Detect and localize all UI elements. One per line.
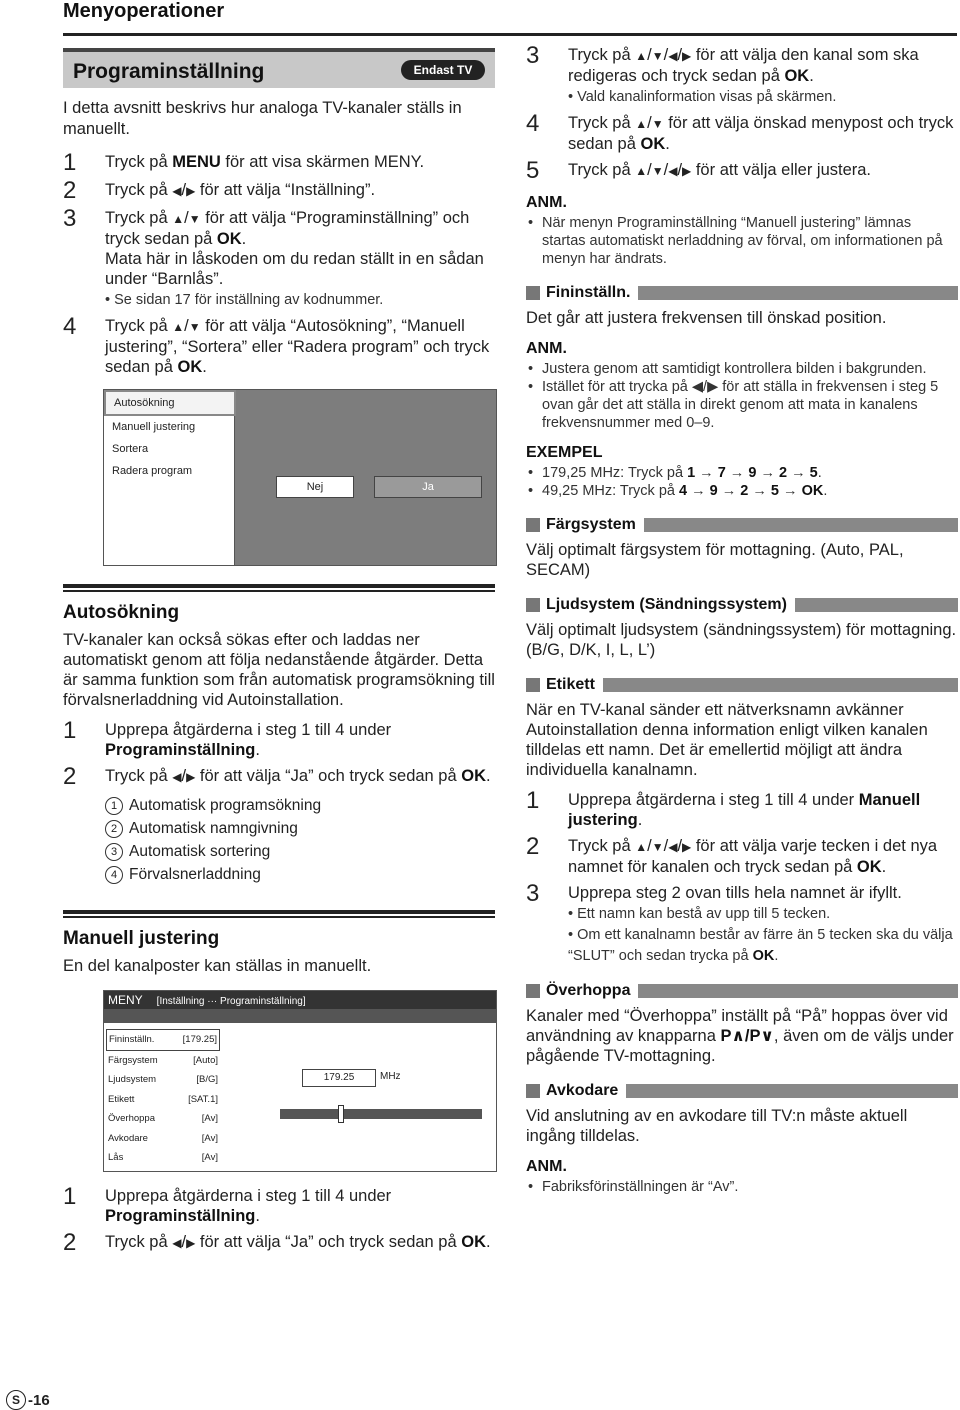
last-note-text: • Fabriksförinställningen är “Av”. [526,1178,958,1196]
fin-note-label: ANM. [526,340,567,357]
menu-item-radera-program[interactable]: Radera program [112,465,193,477]
avkodare-body: Vid anslutning av en avkodare till TV:n måste aktuell ingång tilldelas. [526,1107,908,1145]
manuell-body: En del kanalposter kan ställas in manuellt. [63,957,372,975]
etikett-note-1: • Ett namn kan bestå av upp till 5 tecken. [568,906,831,922]
auto-step-2: 2 Tryck på ◀/▶ för att välja “Ja” och tryck sedan på OK. [63,763,491,790]
intro-text: I detta avsnitt beskrivs hur analoga TV-kanaler ställs in manuellt. [63,99,462,138]
manual-step-2: 2 Tryck på ◀/▶ för att välja “Ja” och tryck sedan på OK. [63,1229,491,1256]
menu-label: MENY [108,993,143,1007]
settings-row[interactable]: Lås [Av] [108,1152,218,1163]
etikett-step-3: 3 Upprepa steg 2 ovan tills hela namnet är ifyllt. • Ett namn kan bestå av upp till 5 tecken. • Om ett kanalnamn består av färre än 5 tecken ska du välja “SLUT” och sedan trycka på OK. [526,880,953,964]
manual-adjust-screen [103,990,497,1172]
etikett-body: När en TV-kanal sänder ett nätverksnamn avkänner Autoinstallation denna information enligt vilken kanalen tilldelas ett namn. Det är emellertid möjligt att ändra individuella kanalnamn. [526,701,928,779]
frequency-unit: MHz [380,1071,401,1082]
autosokning-body: TV-kanaler kan också sökas efter och laddas ner automatiskt genom att följa nedanstående åtgärder. Detta är samma funktion som från automatisk programsökning till förvalsnerladdning vid Autoinstallation. [63,631,495,709]
example-label: EXEMPEL [526,444,603,461]
fin-note-2: • Istället för att trycka på ◀/▶ för att ställa in frekvensen i steg 5 ovan går det att ställa in direkt genom att mata in kanalens frekvensnummer med 0–9. [526,378,958,432]
example-1: • 179,25 MHz: Tryck på 1 → 7 → 9 → 2 → 5. [526,464,958,482]
no-button[interactable]: Nej [276,476,354,498]
auto-sequence-list: 1 Automatisk programsökning 2 Automatisk namngivning 3 Automatisk sortering 4 Förvalsnerladdning [105,794,495,886]
right-step-4: 4 Tryck på ▲/▼ för att välja önskad menypost och tryck sedan på OK. [526,110,954,153]
menu-item-sortera[interactable]: Sortera [112,443,149,455]
auto-list-4: Förvalsnerladdning [129,866,261,883]
frequency-value: 179.25 [302,1069,376,1087]
manuell-heading [63,910,495,950]
menu-item-autosokning[interactable]: Autosökning [104,390,236,416]
step-3: 3 Tryck på ▲/▼ för att välja “Programinställning” och tryck sedan på OK. Mata här in låskoden om du redan ställt in en sådan under “Barnlås”. • Se sidan 17 för inställning av kodnummer. [63,205,484,308]
step-2: 2 Tryck på ◀/▶ för att välja “Inställning”. [63,177,376,204]
page-header-title: Menyoperationer [63,0,225,22]
slider-knob[interactable] [338,1105,344,1123]
settings-row[interactable]: Färgsystem [Auto] [108,1054,218,1066]
fininstalln-heading: Fininställn. [526,284,958,302]
right-step-3: 3 Tryck på ▲/▼/◀/▶ för att välja den kanal som ska redigeras och tryck sedan på OK. • Vald kanalinformation visas på skärmen. [526,42,919,105]
etikett-note-2: • Om ett kanalnamn består av färre än 5 tecken ska du välja “SLUT” och sedan trycka på OK. [568,927,953,964]
autosokning-heading [63,584,495,624]
etikett-step-1: 1 Upprepa åtgärderna i steg 1 till 4 under Manuell justering. [526,787,921,829]
fininstalln-body: Det går att justera frekvensen till önskad position. [526,309,887,327]
manual-step-1: 1 Upprepa åtgärderna i steg 1 till 4 under Programinställning. [63,1183,392,1225]
frequency-slider[interactable] [280,1109,482,1119]
ljudsystem-heading: Ljudsystem (Sändningssystem) [526,596,958,614]
fargsystem-body: Välj optimalt färgsystem för mottagning. (Auto, PAL, SECAM) [526,541,904,579]
menu-item-manuell-justering[interactable]: Manuell justering [112,421,196,433]
manuell-title: Manuell justering [63,928,220,949]
section-banner [63,48,495,88]
settings-row[interactable]: Överhoppa [Av] [108,1113,218,1124]
note-label: ANM. [526,194,567,211]
program-menu-screen [103,389,497,566]
menu-bar [104,991,496,1009]
program-menu [104,390,235,565]
overhoppa-heading: Överhoppa [526,982,958,1000]
tv-only-badge: Endast TV [401,60,485,80]
avkodare-heading: Avkodare [526,1082,958,1100]
settings-rows [106,1029,220,1168]
page-number: S -16 [6,1390,50,1410]
menu-breadcrumb: [Inställning ··· Programinställning] [156,996,306,1007]
right-column [526,42,958,1196]
left-column [63,48,495,1260]
fin-note-1: • Justera genom att samtidigt kontrollera bilden i bakgrunden. [526,360,958,378]
settings-row[interactable]: Fininställn. [179.25] [106,1029,220,1051]
last-note-label: ANM. [526,1158,567,1175]
ljudsystem-body: Välj optimalt ljudsystem (sändningssystem) för mottagning. (B/G, D/K, I, L, L’) [526,621,957,659]
auto-list-1: Automatisk programsökning [129,797,322,814]
section-title: Programinställning [73,60,265,83]
example-2: • 49,25 MHz: Tryck på 4 → 9 → 2 → 5 → OK. [526,482,958,500]
etikett-step-2: 2 Tryck på ▲/▼/◀/▶ för att välja varje tecken i det nya namnet för kanalen och tryck sedan på OK. [526,833,938,876]
step-4: 4 Tryck på ▲/▼ för att välja “Autosökning”, “Manuell justering”, “Sortera” eller “Radera program” och tryck sedan på OK. [63,313,490,376]
etikett-heading: Etikett [526,676,958,694]
auto-list-2: Automatisk namngivning [129,820,298,837]
auto-step-1: 1 Upprepa åtgärderna i steg 1 till 4 under Programinställning. [63,717,392,759]
fargsystem-heading: Färgsystem [526,516,958,534]
settings-row[interactable]: Etikett [SAT.1] [108,1093,218,1105]
yes-button[interactable]: Ja [374,476,482,498]
settings-row[interactable]: Ljudsystem [B/G] [108,1074,218,1085]
note-text: • När menyn Programinställning “Manuell justering” lämnas startas automatiskt nerladdning av förval, om informationen på menyn har ändrats. [526,214,958,268]
overhoppa-body: Kanaler med “Överhoppa” inställt på “På” hoppas över vid användning av knapparna P∧/P∨, även om de väljs under pågående TV-mottagning. [526,1007,954,1065]
right-step-5: 5 Tryck på ▲/▼/◀/▶ för att välja eller justera. [526,157,872,184]
language-s-icon: S [6,1390,26,1410]
settings-row[interactable]: Avkodare [Av] [108,1132,218,1144]
auto-list-3: Automatisk sortering [129,843,271,860]
step-1: 1 Tryck på MENU för att visa skärmen MENY. [63,149,425,176]
header-rule [63,33,957,36]
autosokning-title: Autosökning [63,602,180,623]
